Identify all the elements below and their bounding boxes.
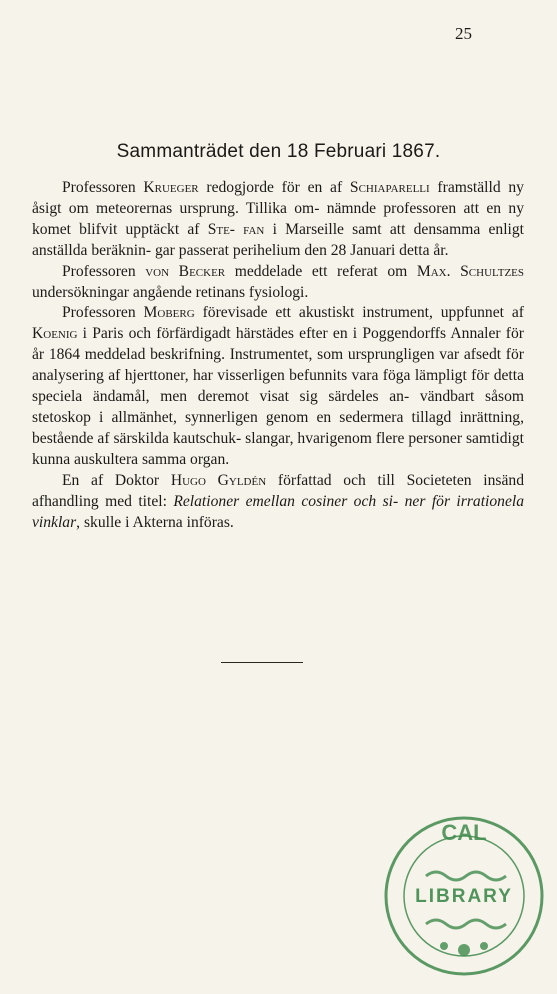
divider-rule [221,662,303,663]
text-run: förevisade ett akustiskt instrument, uppfunnet af [194,304,524,322]
text-run: undersökningar angående retinans fysiologi. [32,283,309,301]
paragraph [32,178,524,262]
text-run: författad och till Societeten insänd afhandling med titel: [32,471,524,510]
page-number: 25 [455,24,472,43]
paragraph [32,262,524,304]
text-run: i Paris och förfärdigadt härstädes efter en i Poggendorffs Annaler för år 1864 meddelad beskrifning. Instrumentet, som ursprungligen var afsedt för analysering af hjerttoner, har visserligen befunnits vara föga lämpligt för detta speciela ändamål, men deremot visat sig särdeles an- vändbart såsom stetoskop i allmänhet, synnerligen genom en sedermera tillagd inrättning, bestående af särskilda kautschuk- slangar, hvarigenom flere personer samtidigt kunna auskultera samma organ. [32,325,524,468]
page-heading: Sammanträdet den 18 Februari 1867. [116,141,441,162]
text-run: meddelade ett referat om [225,262,417,280]
text-run: , skulle i Akterna införas. [76,513,234,531]
stamp-center-text: LIBRARY [415,886,513,907]
text-run: i Marseille samt att densamma enligt anställda beräknin- gar passerat perihelium den 28 Januari detta år. [32,220,524,259]
stamp-ornament-icon [426,872,506,956]
text-run: Professoren [62,262,146,280]
name-run: Hugo Gyldén [170,471,267,489]
name-run: Ste- fan [207,220,265,238]
name-run: Krueger [143,179,199,196]
text-run: framställd ny åsigt om meteorernas ursprung. Tillika om- nämnde professoren att en ny komet blifvit upptäckt af [32,179,524,238]
name-run: Moberg [143,304,195,322]
stamp-top-text: CAL [441,820,487,845]
name-run: von Becker [145,262,226,280]
text-run: redogjorde för en af [198,179,350,196]
paragraph [32,303,524,470]
name-run: Max. Schultzes [416,262,524,280]
text-run: Professoren [62,304,144,322]
name-run: Schiaparelli [349,179,430,196]
body-text [32,178,524,533]
library-stamp [368,800,557,992]
text-run: Professoren [62,179,144,196]
text-run: En af Doktor [62,471,171,489]
title-run: Relationer emellan cosiner och si- ner för irrationela vinklar [32,492,524,531]
name-run: Koenig [32,325,78,343]
paragraph [32,471,524,534]
